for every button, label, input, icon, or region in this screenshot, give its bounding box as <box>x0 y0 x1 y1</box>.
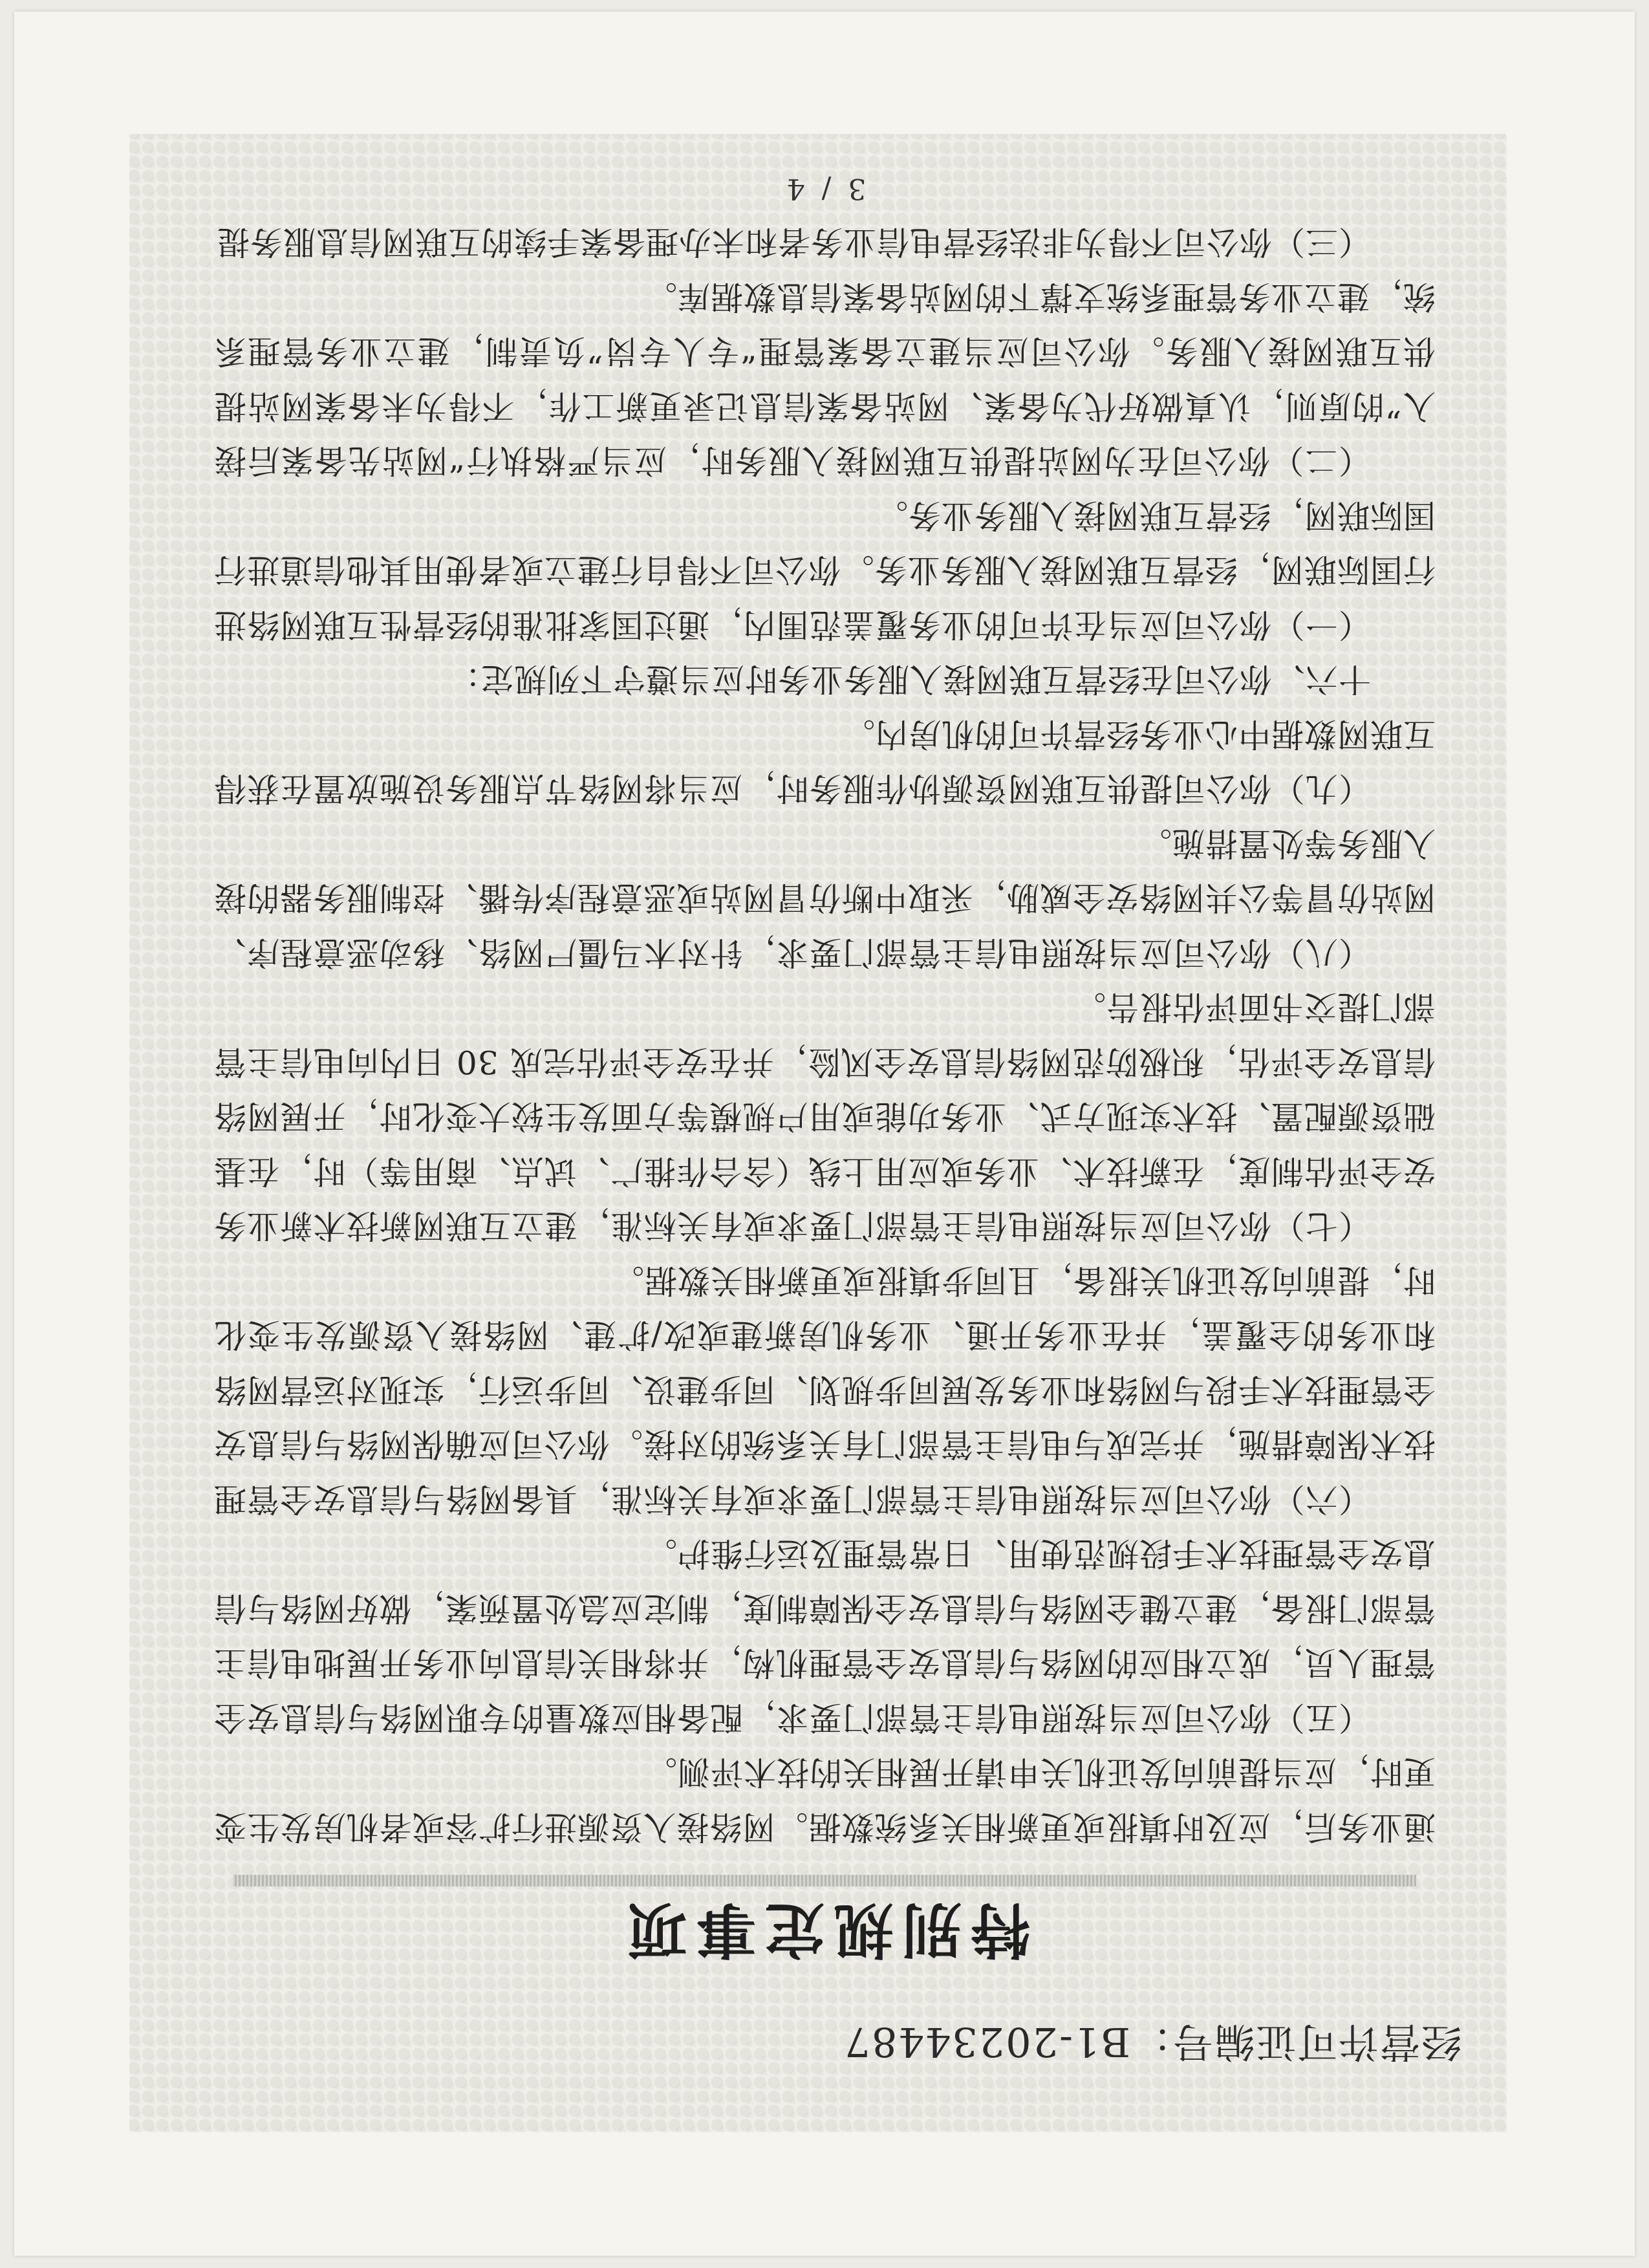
paragraph: （三）你公司不得为非法经营电信业务者和未办理备案手续的互联网信息服务提 <box>217 223 1371 261</box>
provisions-text <box>213 215 1436 1854</box>
title-divider <box>233 1875 1416 1886</box>
license-number: 经营许可证编号：B1-20234487 <box>843 2018 1461 2066</box>
paragraph: （六）你公司应当按照电信主管部门要求或有关标准，具备网络与信息安全管理技术保障措施，并完成与电信主管部门有关系统的对接。你公司应确保网络与信息安全管理技术手段与网络和业务发展同步规划、同步建设、同步运行，实现对运营网络和业务的全覆盖，并在业务开通、业务机房新建或改/扩建、网络接入资源发生变化时，提前向发证机关报备，且同步填报或更新相关数据。 <box>213 1262 1436 1518</box>
paragraph: （九）你公司提供互联网资源协作服务时，应当将网络节点服务设施放置在获得互联网数据中心业务经营许可的机房内。 <box>213 715 1436 808</box>
paragraph: （一）你公司应当在许可的业务覆盖范围内，通过国家批准的经营性互联网络进行国际联网，经营互联网接入服务业务。你公司不得自行建立或者使用其他信道进行国际联网，经营互联网接入服务业务。 <box>213 497 1436 643</box>
page-number: 3 / 4 <box>782 172 867 205</box>
paragraph: 通业务后，应及时填报或更新相关系统数据。网络接入资源进行扩容或者机房发生变更时，应当提前向发证机关申请开展相关的技术评测。 <box>213 1753 1436 1846</box>
paragraph: （二）你公司在为网站提供互联网接入服务时，应当严格执行“网站先备案后接入”的原则，认真做好代为备案、网站备案信息记录更新工作，不得为未备案网站提供互联网接入服务。你公司应当建立备案管理“专人专岗”负责制，建立业务管理系统，建立业务管理系统支撑下的网站备案信息数据库。 <box>213 278 1436 480</box>
paragraph: （七）你公司应当按照电信主管部门要求或有关标准，建立互联网新技术新业务安全评估制度，在新技术、业务或应用上线（含合作推广、试点、商用等）时，在基础资源配置、技术实现方式、业务功能或用户规模等方面发生较大变化时，开展网络信息安全评估，积极防范网络信息安全风险，并在安全评估完成 30 日内向电信主管部门提交书面评估报告。 <box>213 988 1436 1245</box>
page-title: 特别规定事项 <box>619 1895 1031 1965</box>
paragraph: （五）你公司应当按照电信主管部门要求，配备相应数量的专职网络与信息安全管理人员，成立相应的网络与信息安全管理机构，并将相关信息向业务开展地电信主管部门报备，建立健全网络与信息安全保障制度，制定应急处置预案，做好网络与信息安全管理技术手段规范使用、日常管理及运行维护。 <box>213 1535 1436 1736</box>
paragraph: （八）你公司应当按照电信主管部门要求，针对木马僵尸网络、移动恶意程序、网站仿冒等公共网络安全威胁，采取中断仿冒网站或恶意程序传播、控制服务器的接入服务等处置措施。 <box>213 825 1436 971</box>
section-heading: 十六、你公司在经营互联网接入服务业务时应当遵守下列规定： <box>447 660 1371 698</box>
